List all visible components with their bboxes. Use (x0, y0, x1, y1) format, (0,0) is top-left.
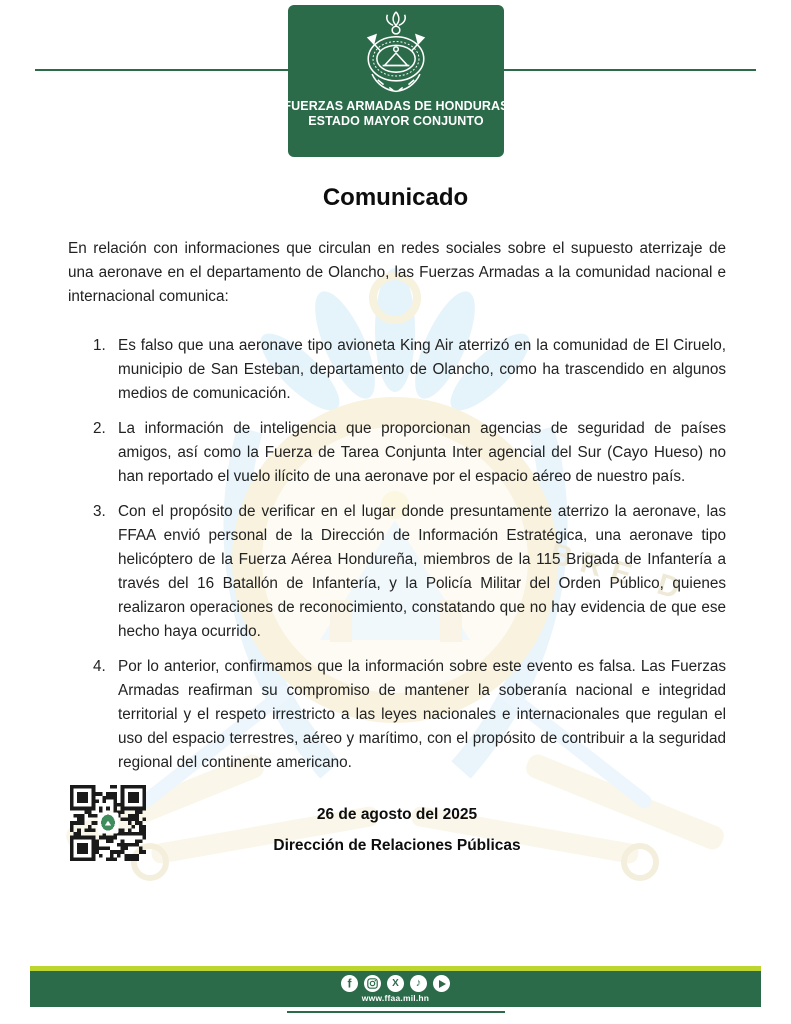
item-text: Por lo anterior, confirmamos que la información sobre este evento es falsa. Las Fuerzas Armadas reafirman su compromiso de mantener la soberanía nacional e integridad territorial y el respeto irrestricto a las leyes nacionales e internacionales que regulan el uso del espacio terrestres, aéreo y marítimo, con el propósito de contribuir a la seguridad regional del continente americano. (118, 658, 726, 771)
item-number: 1. (93, 337, 106, 354)
signature-block (68, 806, 726, 855)
footer-bar (30, 971, 761, 1007)
x-icon[interactable]: X (387, 975, 404, 992)
page-title: Comunicado (322, 184, 469, 211)
instagram-icon[interactable] (364, 975, 381, 992)
item-number: 3. (93, 503, 106, 520)
date-line: 26 de agosto del 2025 (316, 806, 478, 823)
item-text: Es falso que una aeronave tipo avioneta King Air aterrizó en la comunidad de El Ciruelo, municipio de San Esteban, departamento de Olancho, como ha trascendido en algunos medios de comunicación. (118, 337, 726, 402)
list-item (68, 500, 726, 644)
list-item (68, 334, 726, 406)
bottom-rule (287, 1011, 505, 1013)
item-text: La información de inteligencia que proporcionan agencias de seguridad de países amigos, así como la Fuerza de Tarea Conjunta Inter agencial del Sur (Cayo Hueso) no han reportado el vuelo ilícito de una aeronave por el espacio aéreo de nuestro país. (118, 420, 726, 485)
watermark-motto-text: BRE D (546, 537, 693, 609)
youtube-icon[interactable] (433, 975, 450, 992)
list-item (68, 417, 726, 489)
org-name: FUERZAS ARMADAS DE HONDURAS (283, 99, 509, 113)
facebook-icon[interactable]: f (341, 975, 358, 992)
social-icons-row (341, 975, 450, 992)
list-item (68, 655, 726, 775)
signature-line: Dirección de Relaciones Públicas (273, 837, 521, 854)
item-text: Con el propósito de verificar en el lugar donde presuntamente aterrizo la aeronave, las FFAA envió personal de la Dirección de Información Estratégica, una aeronave tipo helicóptero de la Fuerza Aérea Hondureña, miembros de la 115 Brigada de Infantería a través del 16 Batallón de Infantería, y la Policía Militar del Orden Público, quienes realizaron operaciones de reconocimiento, constatando que no hay evidencia de que ese hecho haya ocurrido. (118, 503, 726, 640)
org-subtitle: ESTADO MAYOR CONJUNTO (308, 114, 484, 128)
item-number: 2. (93, 420, 106, 437)
coat-of-arms-icon (348, 9, 444, 99)
org-badge (283, 5, 509, 157)
item-number: 4. (93, 658, 106, 675)
intro-paragraph: En relación con informaciones que circulan en redes sociales sobre el supuesto aterrizaje de una aeronave en el departamento de Olancho, las Fuerzas Armadas a la comunidad nacional e internacional comunica: (68, 240, 726, 306)
numbered-list (68, 334, 726, 786)
website-url: www.ffaa.mil.hn (361, 993, 430, 1003)
tiktok-icon[interactable]: ♪ (410, 975, 427, 992)
